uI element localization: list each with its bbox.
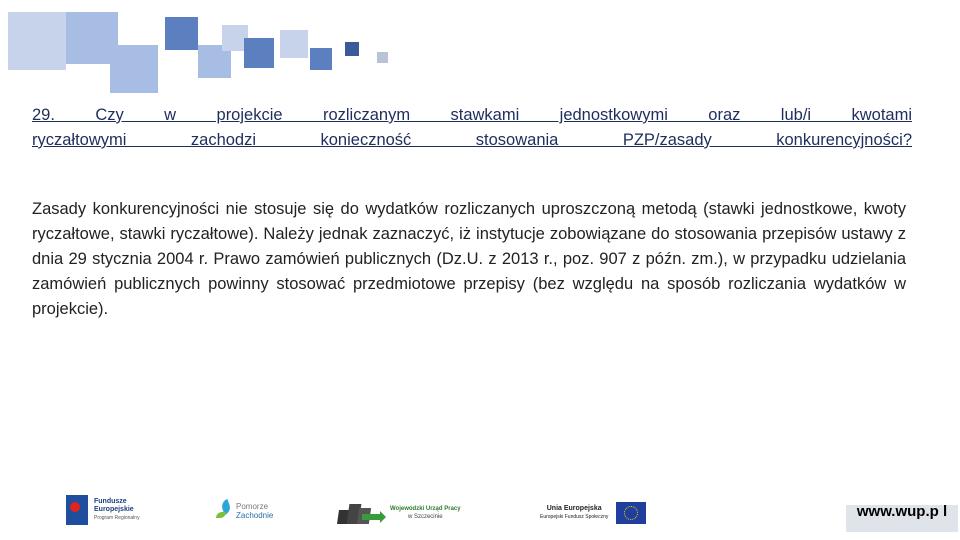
deco-square: [280, 30, 308, 58]
pz-line-1: Pomorze: [236, 502, 269, 511]
wup-buildings-icon: [338, 500, 384, 526]
answer-paragraph: Zasady konkurencyjności nie stosuje się do wydatków rozliczanych uproszczoną metodą (stawki jednostkowe, kwoty ryczałtowe, stawki ryczałtowe). Należy jednak zaznaczyć, iż instytucje zobowiązane do stosowania przepisów ustawy z dnia 29 stycznia 2004 r. Prawo zamówień publicznych (Dz.U. z 2013 r., poz. 907 z późn. zm.), w przypadku udzielania zamówień publicznych powinny stosować przedmiotowe przepisy (bez względu na sposób rozliczania wydatków w projekcie).: [32, 200, 906, 318]
deco-square: [110, 45, 158, 93]
pz-line-2: Zachodnie: [236, 511, 274, 520]
wup-line-2: w Szczecinie: [407, 514, 443, 520]
wup-logo: [338, 500, 461, 526]
eu-flag-icon: [616, 502, 646, 524]
fe-line-2: Europejskie: [94, 506, 134, 513]
footer-logos: [0, 490, 960, 540]
wup-line-1: Wojewódzki Urząd Pracy: [390, 506, 461, 512]
question-line-1: 29. Czy w projekcie rozliczanym stawkami jednostkowymi oraz lub/i kwotami: [32, 106, 912, 124]
deco-square: [345, 42, 359, 56]
ue-line-2: Europejski Fundusz Społeczny: [540, 514, 609, 520]
question-heading: [32, 103, 912, 153]
fe-line-1: Fundusze: [94, 498, 127, 505]
website-address: www.wup.p l: [846, 505, 958, 532]
deco-square: [310, 48, 332, 70]
fundusze-europejskie-logo: [66, 495, 140, 525]
deco-square: [8, 12, 66, 70]
deco-square: [165, 17, 198, 50]
deco-square: [377, 52, 388, 63]
unia-europejska-logo: [540, 502, 646, 524]
ue-line-1: Unia Europejska: [546, 505, 602, 512]
deco-square: [244, 38, 274, 68]
pomorze-zachodnie-logo: [214, 498, 273, 524]
pomorze-leaf-icon: [214, 498, 236, 524]
question-line-2: ryczałtowymi zachodzi konieczność stosowania PZP/zasady konkurencyjności?: [32, 131, 912, 149]
fe-flag-icon: [66, 495, 88, 525]
fe-line-3: Program Regionalny: [94, 515, 140, 521]
